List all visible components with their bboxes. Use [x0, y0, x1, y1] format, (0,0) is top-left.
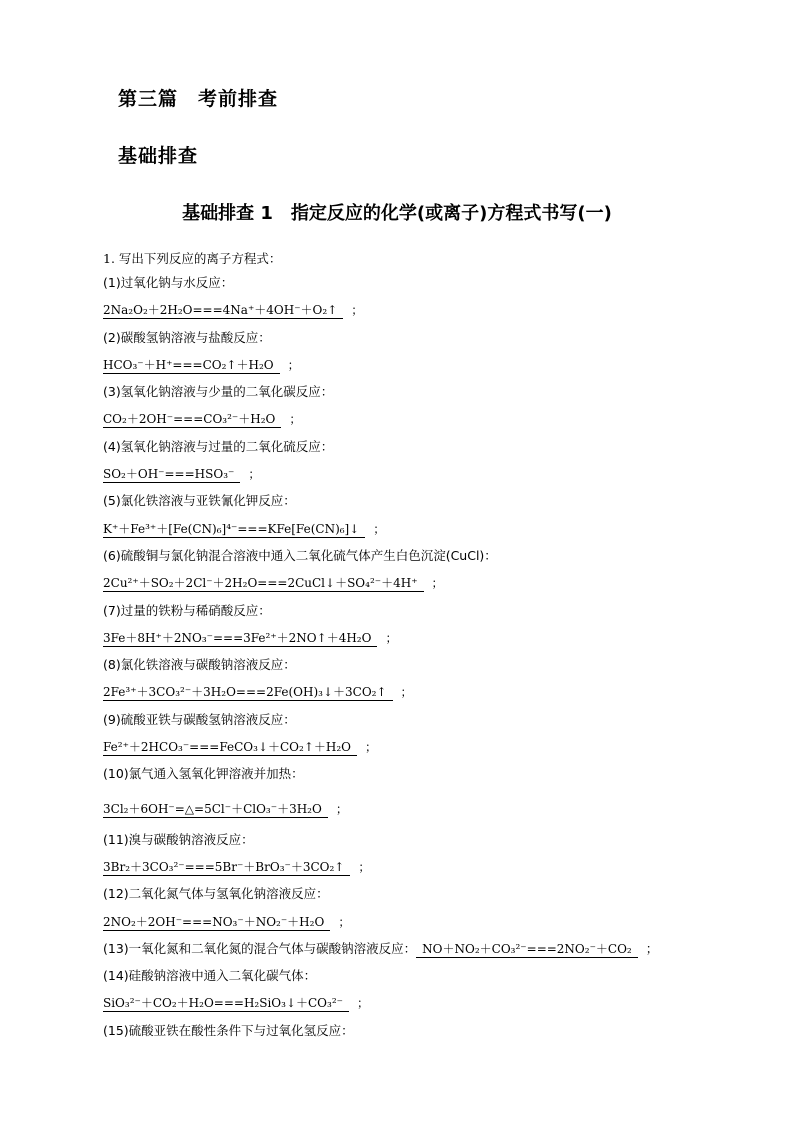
answer-blank: Fe²⁺＋2HCO₃⁻===FeCO₃↓＋CO₂↑＋H₂O: [103, 740, 357, 756]
answer-2: [103, 353, 753, 380]
question-15: (15)硫酸亚铁在酸性条件下与过氧化氢反应：: [103, 1022, 354, 1038]
separator: ；: [358, 859, 371, 874]
question-13-text: (13)一氧化氮和二氧化氮的混合气体与碳酸钠溶液反应：: [103, 940, 417, 956]
question-12: (12)二氧化氮气体与氢氧化钠溶液反应：: [103, 886, 329, 902]
separator: ；: [287, 357, 300, 372]
separator: ；: [248, 467, 261, 482]
topic-title: 基础排查 1 指定反应的化学(或离子)方程式书写(一): [182, 203, 612, 224]
question-4: (4)氢氧化钠溶液与过量的二氧化硫反应：: [103, 438, 334, 454]
answer-14: [103, 991, 753, 1018]
separator: ；: [431, 576, 444, 591]
answer-blank: 3Fe＋8H⁺＋2NO₃⁻===3Fe²⁺＋2NO↑＋4H₂O: [103, 631, 377, 647]
question-10: (10)氯气通入氢氧化钾溶液并加热：: [103, 766, 304, 782]
answer-11: [103, 855, 753, 882]
answer-blank: SiO₃²⁻＋CO₂＋H₂O===H₂SiO₃↓＋CO₃²⁻: [103, 996, 349, 1012]
answer-13-blank: NO＋NO₂＋CO₃²⁻===2NO₂⁻＋CO₂: [416, 942, 638, 958]
answer-blank: 3Cl₂＋6OH⁻=△=5Cl⁻＋ClO₃⁻＋3H₂O: [103, 802, 328, 818]
section-title: 基础排查: [118, 145, 199, 167]
reaction-list: [103, 271, 753, 1046]
separator: ；: [338, 914, 351, 929]
separator: ；: [400, 685, 413, 700]
separator: ；: [289, 412, 302, 427]
answer-10: [103, 790, 753, 828]
answer-5: [103, 517, 753, 544]
question-7: (7)过量的铁粉与稀硝酸反应：: [103, 602, 271, 618]
answer-9: [103, 735, 753, 762]
separator: ；: [645, 940, 659, 956]
answer-blank: 2Fe³⁺＋3CO₃²⁻＋3H₂O===2Fe(OH)₃↓＋3CO₂↑: [103, 685, 393, 701]
part-title: 第三篇 考前排查: [118, 88, 279, 110]
answer-blank: 2Cu²⁺＋SO₂＋2Cl⁻＋2H₂O===2CuCl↓＋SO₄²⁻＋4H⁺: [103, 576, 424, 592]
separator: ；: [365, 740, 378, 755]
answer-7: [103, 626, 753, 653]
separator: ；: [385, 630, 398, 645]
answer-8: [103, 680, 753, 707]
separator: ；: [373, 521, 386, 536]
question-14: (14)硅酸钠溶液中通入二氧化碳气体：: [103, 968, 317, 984]
answer-12: [103, 910, 753, 937]
answer-4: [103, 462, 753, 489]
answer-blank: 2Na₂O₂＋2H₂O===4Na⁺＋4OH⁻＋O₂↑: [103, 303, 343, 319]
question-5: (5)氯化铁溶液与亚铁氰化钾反应：: [103, 493, 296, 509]
question-6: (6)硫酸铜与氯化钠混合溶液中通入二氧化硫气体产生白色沉淀(CuCl)：: [103, 547, 497, 563]
question-3: (3)氢氧化钠溶液与少量的二氧化碳反应：: [103, 384, 334, 400]
question-8: (8)氯化铁溶液与碳酸钠溶液反应：: [103, 657, 296, 673]
answer-6: [103, 571, 753, 598]
separator: ；: [351, 303, 364, 318]
answer-blank: 3Br₂＋3CO₃²⁻===5Br⁻＋BrO₃⁻＋3CO₂↑: [103, 860, 350, 876]
question-13: [103, 937, 753, 964]
answer-blank: CO₂＋2OH⁻===CO₃²⁻＋H₂O: [103, 412, 281, 428]
answer-blank: 2NO₂＋2OH⁻===NO₃⁻＋NO₂⁻＋H₂O: [103, 915, 330, 931]
separator: ；: [356, 996, 369, 1011]
question-11: (11)溴与碳酸钠溶液反应：: [103, 831, 254, 847]
question-1: (1)过氧化钠与水反应：: [103, 275, 234, 290]
answer-blank: HCO₃⁻＋H⁺===CO₂↑＋H₂O: [103, 358, 280, 374]
answer-1: [103, 298, 753, 325]
question-9: (9)硫酸亚铁与碳酸氢钠溶液反应：: [103, 711, 296, 727]
instruction-text: 1. 写出下列反应的离子方程式：: [103, 251, 282, 266]
separator: ；: [335, 801, 348, 816]
question-2: (2)碳酸氢钠溶液与盐酸反应：: [103, 329, 271, 345]
answer-blank: SO₂＋OH⁻===HSO₃⁻: [103, 467, 240, 483]
answer-3: [103, 407, 753, 434]
answer-blank: K⁺＋Fe³⁺＋[Fe(CN)₆]⁴⁻===KFe[Fe(CN)₆]↓: [103, 522, 365, 538]
